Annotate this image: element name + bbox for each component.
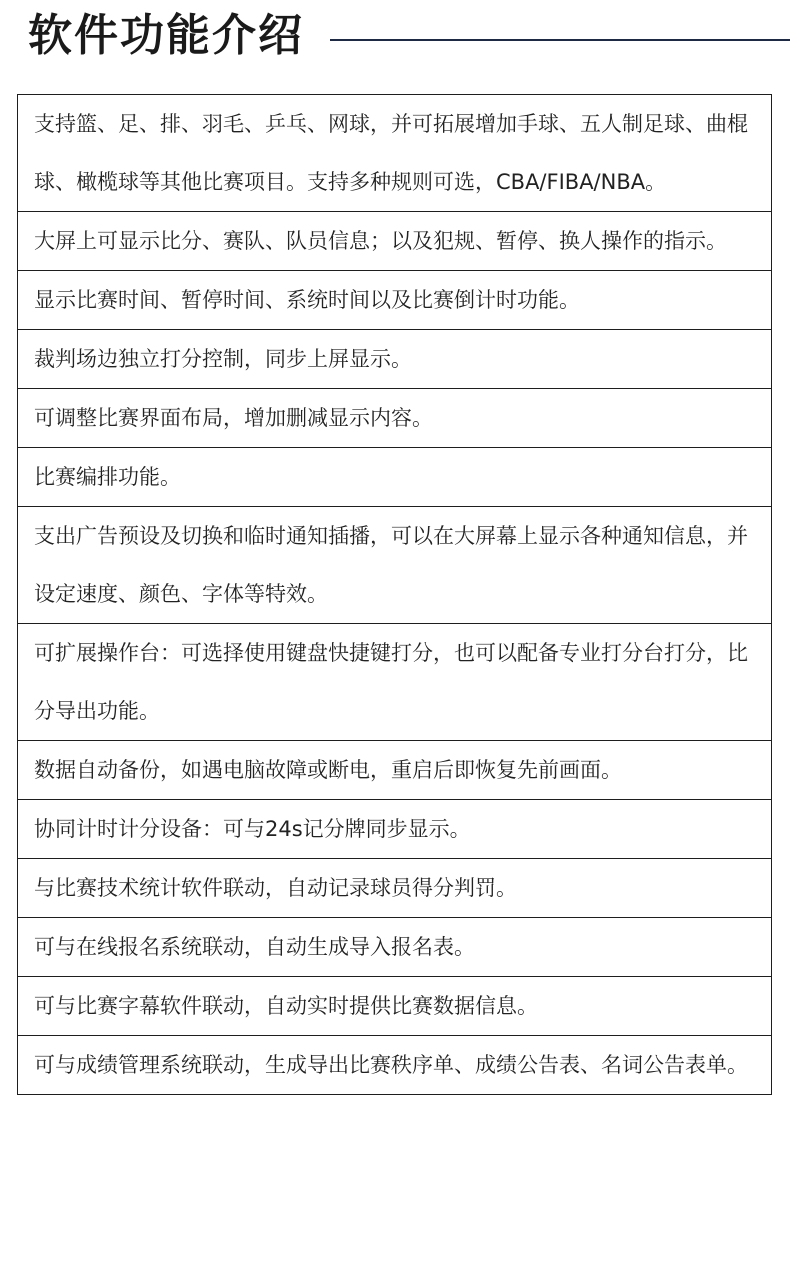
feature-row: 可与成绩管理系统联动，生成导出比赛秩序单、成绩公告表、名词公告表单。 — [18, 1035, 771, 1094]
feature-row: 支出广告预设及切换和临时通知插播，可以在大屏幕上显示各种通知信息，并设定速度、颜色、字体等特效。 — [18, 506, 771, 623]
page-header — [0, 0, 790, 80]
feature-row: 裁判场边独立打分控制，同步上屏显示。 — [18, 329, 771, 388]
page-title: 软件功能介绍 — [28, 10, 304, 61]
feature-row: 与比赛技术统计软件联动，自动记录球员得分判罚。 — [18, 858, 771, 917]
feature-row: 协同计时计分设备：可与24s记分牌同步显示。 — [18, 799, 771, 858]
feature-row: 显示比赛时间、暂停时间、系统时间以及比赛倒计时功能。 — [18, 270, 771, 329]
feature-table — [17, 94, 772, 1095]
feature-row: 比赛编排功能。 — [18, 447, 771, 506]
feature-row: 数据自动备份，如遇电脑故障或断电，重启后即恢复先前画面。 — [18, 740, 771, 799]
feature-row: 可与在线报名系统联动，自动生成导入报名表。 — [18, 917, 771, 976]
feature-row: 支持篮、足、排、羽毛、乒乓、网球，并可拓展增加手球、五人制足球、曲棍球、橄榄球等其他比赛项目。支持多种规则可选，CBA/FIBA/NBA。 — [34, 112, 748, 194]
feature-row: 大屏上可显示比分、赛队、队员信息；以及犯规、暂停、换人操作的指示。 — [18, 211, 771, 270]
title-divider-line — [330, 39, 790, 41]
feature-row: 可扩展操作台：可选择使用键盘快捷键打分，也可以配备专业打分台打分，比分导出功能。 — [18, 623, 771, 740]
feature-row: 可与比赛字幕软件联动，自动实时提供比赛数据信息。 — [18, 976, 771, 1035]
feature-row: 可调整比赛界面布局，增加删减显示内容。 — [18, 388, 771, 447]
